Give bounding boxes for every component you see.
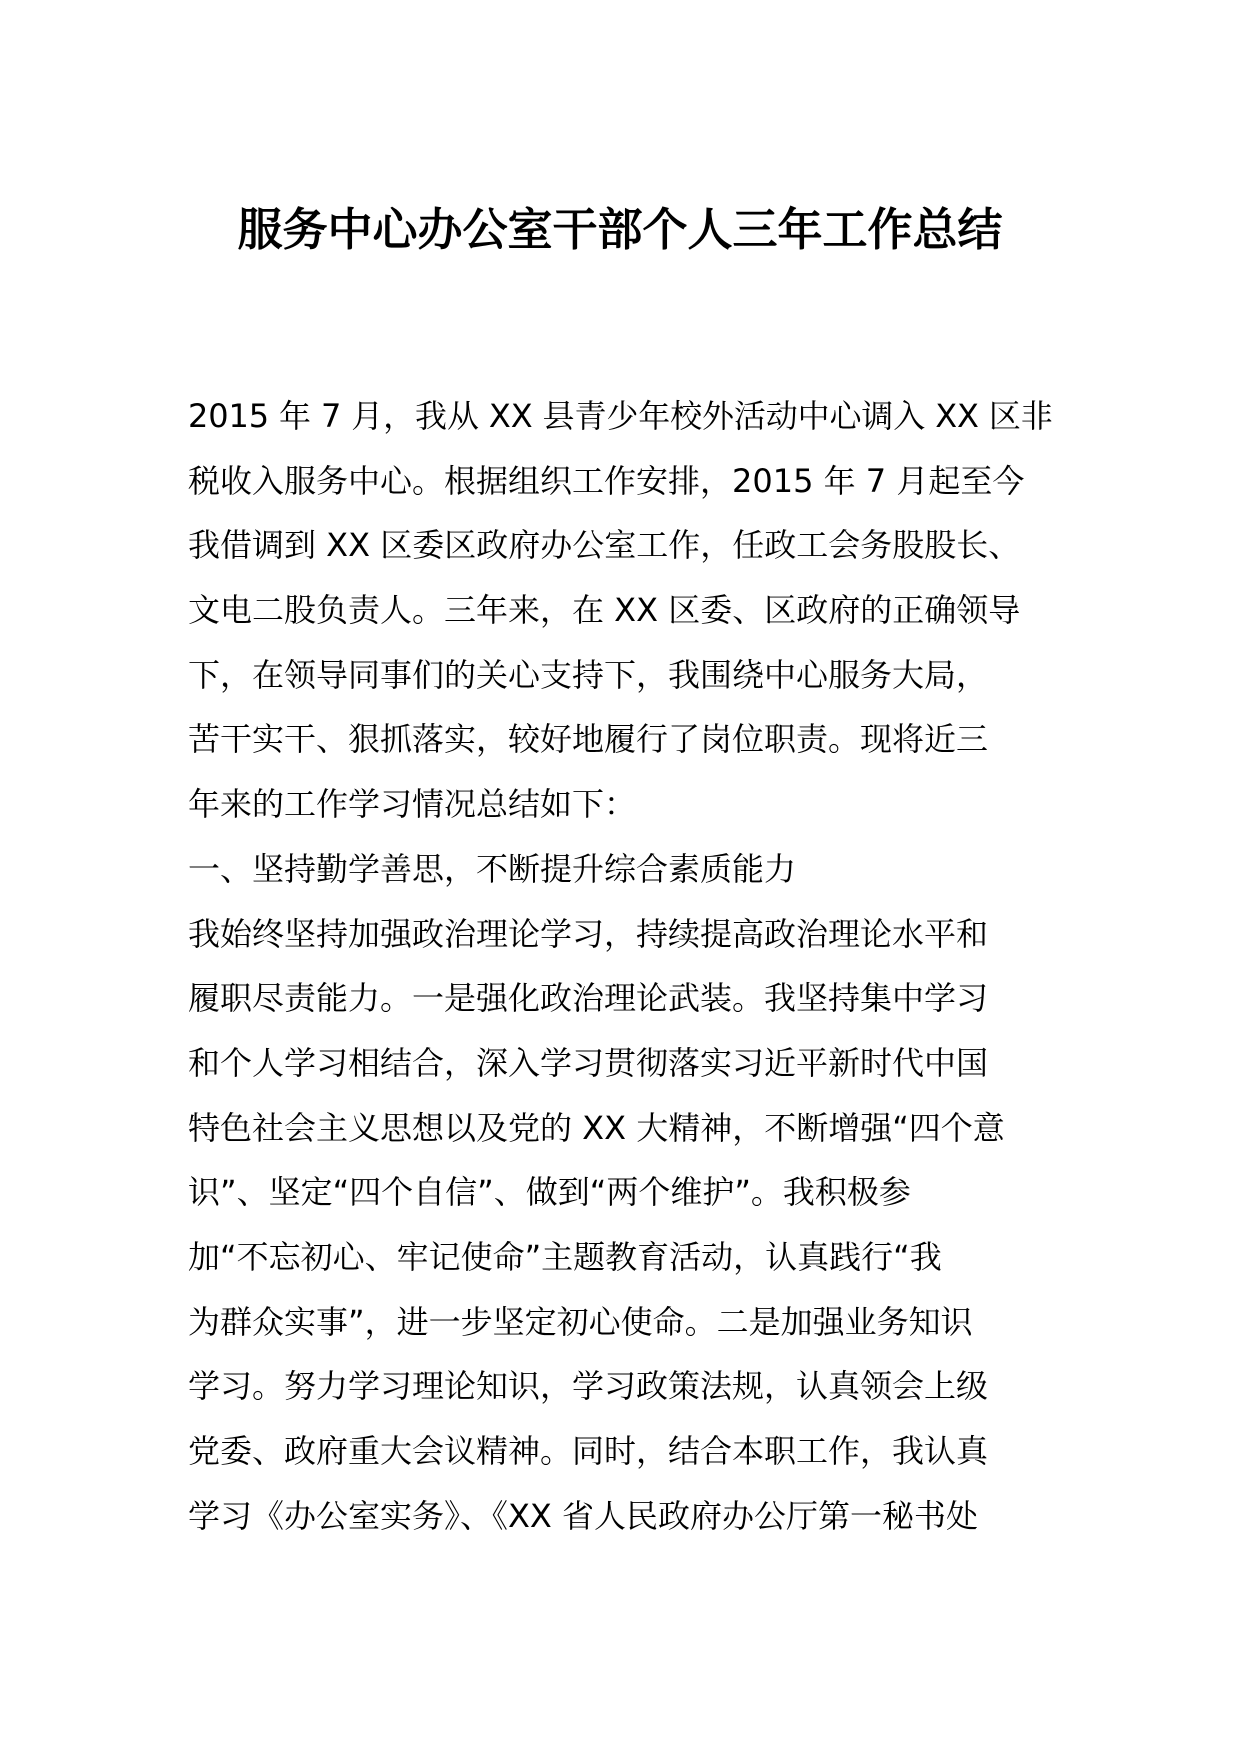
- body-line: 识”、坚定“四个自信”、做到“两个维护”。我积极参: [188, 1173, 911, 1212]
- body-line: 2015 年 7 月，我从 XX 县青少年校外活动中心调入 XX 区非: [188, 397, 1053, 435]
- body-line: 为群众实事”，进一步坚定初心使命。二是加强业务知识: [188, 1302, 973, 1341]
- body-line: 履职尽责能力。一是强化政治理论武装。我坚持集中学习: [188, 979, 989, 1018]
- body-line: 特色社会主义思想以及党的 XX 大精神，不断增强“四个意: [188, 1108, 1005, 1147]
- body-line: 税收入服务中心。根据组织工作安排，2015 年 7 月起至今: [188, 461, 1025, 500]
- body-line: 年来的工作学习情况总结如下：: [188, 785, 637, 824]
- body-line: 我始终坚持加强政治理论学习，持续提高政治理论水平和: [188, 914, 989, 953]
- body-line: 学习。努力学习理论知识，学习政策法规，认真领会上级: [188, 1367, 989, 1406]
- section-heading: 一、坚持勤学善思，不断提升综合素质能力: [188, 849, 797, 888]
- body-line: 下，在领导同事们的关心支持下，我围绕中心服务大局，: [188, 655, 989, 694]
- body-line: 和个人学习相结合，深入学习贯彻落实习近平新时代中国: [188, 1043, 989, 1082]
- body-line: 文电二股负责人。三年来，在 XX 区委、区政府的正确领导: [188, 591, 1021, 630]
- body-line: 党委、政府重大会议精神。同时，结合本职工作，我认真: [188, 1432, 989, 1470]
- body-line: 我借调到 XX 区委区政府办公室工作，任政工会务股股长、: [188, 526, 1021, 565]
- body-line: 苦干实干、狠抓落实，较好地履行了岗位职责。现将近三: [188, 720, 989, 759]
- document-title: 服务中心办公室干部个人三年工作总结: [237, 203, 1003, 256]
- body-line: 加“不忘初心、牢记使命”主题教育活动，认真践行“我: [188, 1237, 942, 1276]
- body-line: 学习《办公室实务》、《XX 省人民政府办公厅第一秘书处: [188, 1496, 979, 1535]
- document-body: [188, 384, 1053, 1548]
